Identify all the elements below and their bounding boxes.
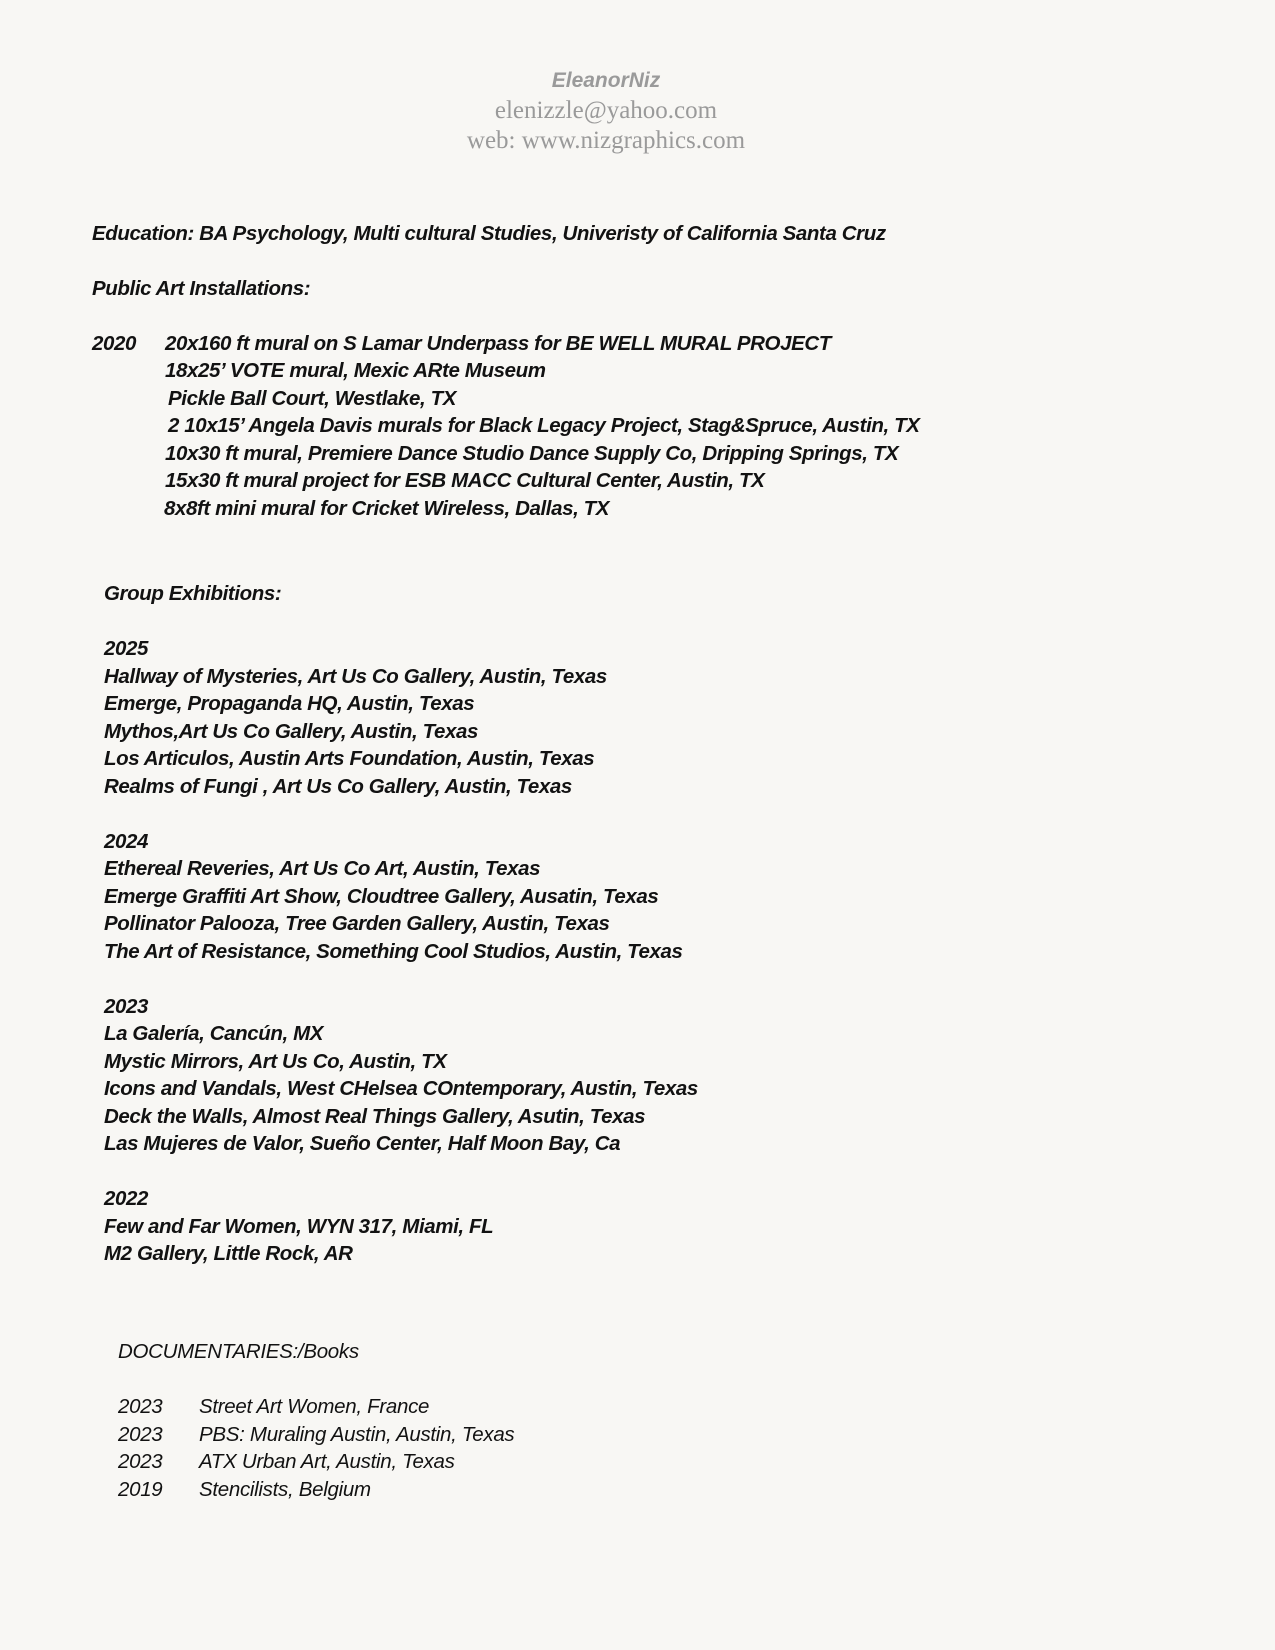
exhibition-item: Mythos,Art Us Co Gallery, Austin, Texas <box>104 720 478 743</box>
exhibition-item: Los Articulos, Austin Arts Foundation, Austin, Texas <box>104 747 595 770</box>
public-art-item: 18x25’ VOTE mural, Mexic ARte Museum <box>165 359 546 382</box>
exhibition-item: La Galería, Cancún, MX <box>104 1022 324 1045</box>
group-exhibitions-heading: Group Exhibitions: <box>104 582 282 605</box>
public-art-item: Pickle Ball Court, Westlake, TX <box>168 387 456 410</box>
documentary-title: Street Art Women, France <box>199 1395 430 1418</box>
exhibition-item: Las Mujeres de Valor, Sueño Center, Half Moon Bay, Ca <box>104 1132 621 1155</box>
exhibition-item: Emerge, Propaganda HQ, Austin, Texas <box>104 692 475 715</box>
documentary-title: Stencilists, Belgium <box>199 1478 371 1501</box>
documentaries-heading: DOCUMENTARIES:/Books <box>118 1340 359 1363</box>
public-art-item: 2 10x15’ Angela Davis murals for Black Legacy Project, Stag&Spruce, Austin, TX <box>168 414 920 437</box>
documentary-title: ATX Urban Art, Austin, Texas <box>199 1450 455 1473</box>
exhibition-item: Pollinator Palooza, Tree Garden Gallery, Austin, Texas <box>104 912 610 935</box>
resume-header <box>0 66 1212 156</box>
public-art-item: 10x30 ft mural, Premiere Dance Studio Dance Supply Co, Dripping Springs, TX <box>165 442 899 465</box>
documentary-title: PBS: Muraling Austin, Austin, Texas <box>199 1423 515 1446</box>
public-art-item: 20x160 ft mural on S Lamar Underpass for BE WELL MURAL PROJECT <box>165 332 831 355</box>
documentary-year: 2023 <box>118 1423 163 1446</box>
artist-name: EleanorNiz <box>551 69 661 92</box>
public-art-heading: Public Art Installations: <box>92 277 311 300</box>
exhibition-item: Ethereal Reveries, Art Us Co Art, Austin, Texas <box>104 857 541 880</box>
exhibition-item: Mystic Mirrors, Art Us Co, Austin, TX <box>104 1050 447 1073</box>
exhibition-item: Icons and Vandals, West CHelsea COntemporary, Austin, Texas <box>104 1077 698 1100</box>
exhibition-item: Hallway of Mysteries, Art Us Co Gallery, Austin, Texas <box>104 665 607 688</box>
exhibition-item: Deck the Walls, Almost Real Things Gallery, Asutin, Texas <box>104 1105 646 1128</box>
documentary-year: 2023 <box>118 1395 163 1418</box>
exhibition-year: 2023 <box>104 995 149 1018</box>
exhibition-item: Few and Far Women, WYN 317, Miami, FL <box>104 1215 494 1238</box>
exhibition-year: 2025 <box>104 637 149 660</box>
education-line: Education: BA Psychology, Multi cultural Studies, Univeristy of California Santa Cruz <box>92 222 886 245</box>
public-art-item: 8x8ft mini mural for Cricket Wireless, Dallas, TX <box>164 497 610 520</box>
exhibition-year: 2022 <box>104 1187 149 1210</box>
exhibition-year: 2024 <box>104 830 149 853</box>
documentary-year: 2023 <box>118 1450 163 1473</box>
public-art-year: 2020 <box>92 332 137 355</box>
exhibition-item: Realms of Fungi , Art Us Co Gallery, Austin, Texas <box>104 775 572 798</box>
email-address: elenizzle@yahoo.com <box>494 97 718 124</box>
exhibition-item: M2 Gallery, Little Rock, AR <box>104 1242 353 1265</box>
exhibition-item: The Art of Resistance, Something Cool Studios, Austin, Texas <box>104 940 683 963</box>
exhibition-item: Emerge Graffiti Art Show, Cloudtree Gallery, Ausatin, Texas <box>104 885 659 908</box>
documentary-year: 2019 <box>118 1478 163 1501</box>
public-art-item: 15x30 ft mural project for ESB MACC Cultural Center, Austin, TX <box>165 469 765 492</box>
website: web: www.nizgraphics.com <box>466 127 746 154</box>
